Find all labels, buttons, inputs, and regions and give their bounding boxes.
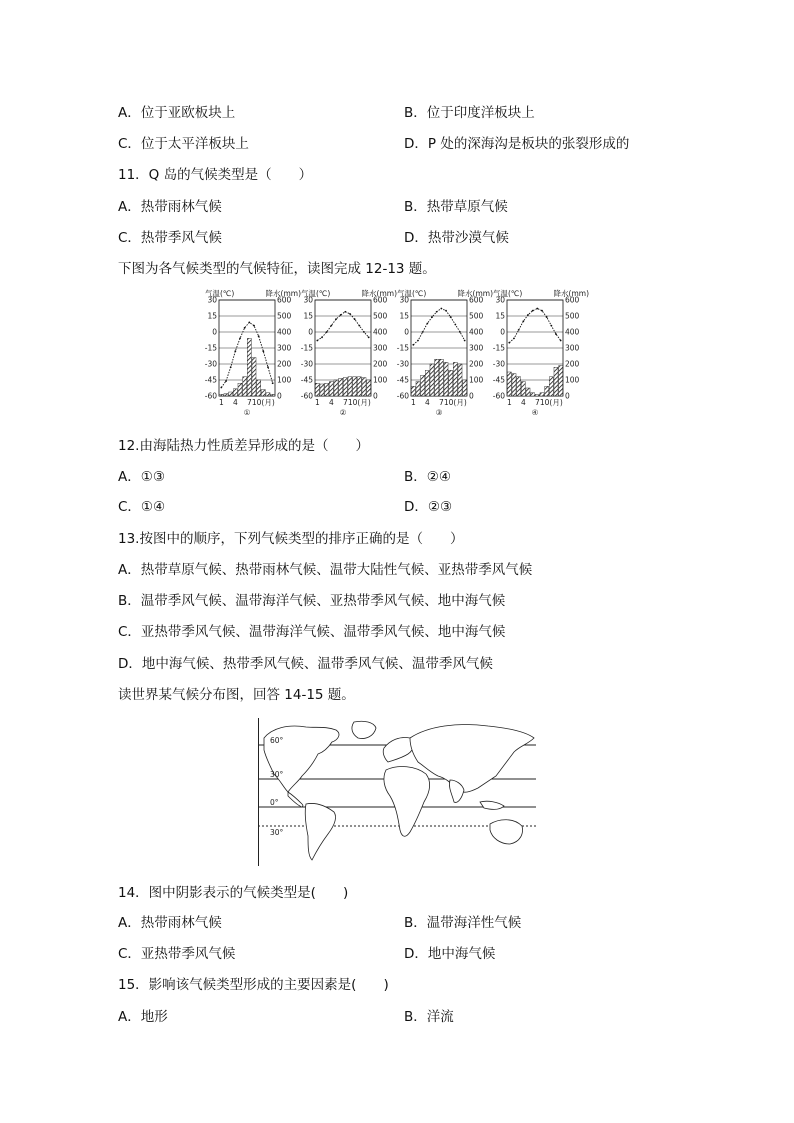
- temperature-point: [541, 310, 543, 312]
- temp-tick-label: 15: [495, 311, 505, 321]
- q11-option-a: A．热带雨林气候: [118, 199, 222, 215]
- precip-bar: [243, 377, 247, 396]
- month-tick-label: 7: [438, 398, 444, 407]
- chart-number-label: ①: [243, 408, 251, 417]
- precip-bar: [463, 380, 467, 396]
- month-tick-label: 1: [314, 398, 320, 407]
- temp-tick-label: -15: [204, 343, 217, 353]
- temperature-point: [508, 342, 510, 344]
- temp-tick-label: -60: [204, 391, 217, 401]
- temperature-point: [522, 320, 524, 322]
- precip-tick-label: 300: [565, 343, 580, 353]
- temperature-point: [532, 310, 534, 312]
- temp-tick-label: -15: [492, 343, 505, 353]
- precip-bar: [535, 394, 539, 396]
- precip-tick-label: 300: [373, 343, 388, 353]
- precip-bar: [271, 394, 275, 396]
- month-tick-label: 10(月): [347, 398, 371, 407]
- precip-tick-label: 500: [277, 311, 292, 321]
- temp-tick-label: 30: [303, 295, 313, 305]
- temperature-point: [417, 340, 419, 342]
- precip-bar: [357, 377, 361, 396]
- world-climate-map: [258, 718, 536, 866]
- precip-tick-label: 0: [469, 391, 474, 401]
- temp-tick-label: 15: [399, 311, 409, 321]
- temp-tick-label: 30: [399, 295, 409, 305]
- precip-tick-label: 600: [373, 295, 388, 305]
- temperature-point: [220, 387, 222, 389]
- temp-tick-label: -30: [300, 359, 313, 369]
- temp-tick-label: 30: [207, 295, 217, 305]
- precip-bar: [449, 370, 453, 396]
- precip-bar: [362, 378, 366, 396]
- temperature-point: [518, 329, 520, 331]
- chart-svg-3: [397, 288, 493, 422]
- temp-tick-label: -60: [492, 391, 505, 401]
- precip-bar: [526, 388, 530, 396]
- temperature-point: [436, 311, 438, 313]
- temperature-point: [426, 323, 428, 325]
- climate-chart-4: [493, 288, 589, 422]
- temperature-point: [258, 335, 260, 337]
- month-tick-label: 4: [232, 398, 238, 407]
- month-tick-label: 10(月): [251, 398, 275, 407]
- climate-charts: [204, 288, 589, 422]
- q12-option-d: D．②③: [404, 499, 453, 515]
- precip-bar: [517, 377, 521, 396]
- q12-option-b: B．②④: [404, 469, 451, 485]
- temperature-point: [560, 340, 562, 342]
- q14-option-b: B．温带海洋性气候: [404, 915, 522, 931]
- precip-bar: [416, 382, 420, 396]
- q14-stem: 14．图中阴影表示的气候类型是( ): [118, 885, 349, 901]
- temperature-point: [450, 316, 452, 318]
- precip-tick-label: 100: [277, 375, 292, 385]
- temp-tick-label: 15: [303, 311, 313, 321]
- precip-tick-label: 500: [565, 311, 580, 321]
- temperature-line: [413, 309, 464, 345]
- q12-option-c: C．①④: [118, 499, 166, 515]
- temperature-point: [326, 331, 328, 333]
- precip-tick-label: 500: [373, 311, 388, 321]
- intro-12-13: 下图为各气候类型的气候特征，读图完成 12-13 题。: [118, 261, 436, 277]
- month-tick-label: 7: [342, 398, 348, 407]
- precip-bar: [257, 380, 261, 396]
- temperature-point: [454, 324, 456, 326]
- chart-svg-4: [493, 288, 589, 422]
- precip-tick-label: 0: [565, 391, 570, 401]
- q14-option-d: D．地中海气候: [404, 946, 496, 962]
- temp-tick-label: -30: [492, 359, 505, 369]
- q11-option-b: B．热带草原气候: [404, 199, 508, 215]
- q13-option-a: A．热带草原气候、热带雨林气候、温带大陆性气候、亚热带季风气候: [118, 562, 533, 578]
- temp-tick-label: 0: [308, 327, 313, 337]
- precip-bar: [521, 382, 525, 396]
- temp-tick-label: -15: [396, 343, 409, 353]
- intro-14-15: 读世界某气候分布图，回答 14-15 题。: [118, 687, 355, 703]
- temperature-point: [262, 350, 264, 352]
- temp-tick-label: 0: [404, 327, 409, 337]
- precip-bar: [507, 372, 511, 396]
- climate-chart-3: [397, 288, 493, 422]
- precip-bar: [339, 378, 343, 396]
- precip-tick-label: 400: [277, 327, 292, 337]
- temp-tick-label: -15: [300, 343, 313, 353]
- precip-bar: [252, 358, 256, 396]
- month-tick-label: 4: [520, 398, 526, 407]
- precip-bar: [315, 383, 319, 396]
- precip-axis-title: 降水(mm): [265, 289, 301, 298]
- month-tick-label: 4: [424, 398, 430, 407]
- precip-bar: [325, 383, 329, 396]
- temperature-point: [272, 382, 274, 384]
- temp-tick-label: -30: [396, 359, 409, 369]
- precip-tick-label: 500: [469, 311, 484, 321]
- precip-axis-title: 降水(mm): [553, 289, 589, 298]
- precip-tick-label: 200: [469, 359, 484, 369]
- precip-tick-label: 400: [469, 327, 484, 337]
- chart-number-label: ④: [531, 408, 539, 417]
- temperature-point: [225, 380, 227, 382]
- temperature-point: [267, 366, 269, 368]
- q10-option-d: D．P 处的深海沟是板块的张裂形成的: [404, 136, 630, 152]
- precip-tick-label: 600: [565, 295, 580, 305]
- climate-chart-2: [301, 288, 397, 422]
- chart-svg-2: [301, 288, 397, 422]
- q12-stem: 12.由海陆热力性质差异形成的是（ ）: [118, 438, 369, 454]
- precip-bar: [549, 377, 553, 396]
- lat-label-30: 30°: [270, 770, 284, 779]
- precip-bar: [229, 392, 233, 396]
- precip-bar: [266, 393, 270, 396]
- precip-bar: [559, 366, 563, 396]
- chart-svg-1: [205, 288, 301, 422]
- precip-bar: [320, 384, 324, 396]
- q11-stem: 11．Q 岛的气候类型是（ ）: [118, 167, 313, 183]
- precip-bar: [238, 383, 242, 396]
- temperature-point: [555, 333, 557, 335]
- temperature-point: [546, 316, 548, 318]
- temperature-point: [368, 336, 370, 338]
- precip-bar: [367, 380, 371, 396]
- precip-bar: [334, 380, 338, 396]
- month-tick-label: 1: [410, 398, 416, 407]
- temperature-point: [445, 310, 447, 312]
- temp-tick-label: -45: [300, 375, 313, 385]
- precip-bar: [353, 377, 357, 396]
- month-tick-label: 7: [246, 398, 252, 407]
- q10-option-a: A．位于亚欧板块上: [118, 105, 236, 121]
- temp-tick-label: -45: [396, 375, 409, 385]
- lat-label-s30: 30°: [270, 828, 284, 837]
- precip-bar: [435, 359, 439, 396]
- temperature-point: [253, 325, 255, 327]
- temp-axis-title: 气温(℃): [205, 289, 235, 298]
- temperature-point: [330, 325, 332, 327]
- temperature-point: [536, 308, 538, 310]
- q15-option-b: B．洋流: [404, 1009, 454, 1025]
- precip-tick-label: 200: [277, 359, 292, 369]
- temp-tick-label: 15: [207, 311, 217, 321]
- temp-tick-label: -30: [204, 359, 217, 369]
- q13-option-b: B．温带季风气候、温带海洋气候、亚热带季风气候、地中海气候: [118, 593, 506, 609]
- precip-bar: [531, 393, 535, 396]
- precip-tick-label: 0: [373, 391, 378, 401]
- precip-tick-label: 400: [373, 327, 388, 337]
- precip-bar: [348, 377, 352, 396]
- precip-bar: [545, 386, 549, 396]
- temperature-point: [248, 322, 250, 324]
- temperature-point: [230, 366, 232, 368]
- lat-label-0: 0°: [270, 798, 279, 807]
- temperature-point: [464, 340, 466, 342]
- precip-bar: [224, 394, 228, 396]
- temp-tick-label: -45: [492, 375, 505, 385]
- chart-number-label: ③: [435, 408, 443, 417]
- temperature-point: [349, 313, 351, 315]
- temperature-point: [422, 331, 424, 333]
- precip-tick-label: 300: [277, 343, 292, 353]
- precip-bar: [421, 375, 425, 396]
- precip-bar: [439, 359, 443, 396]
- temp-tick-label: -60: [300, 391, 313, 401]
- month-tick-label: 10(月): [443, 398, 467, 407]
- precip-bar: [343, 378, 347, 396]
- q15-option-a: A．地形: [118, 1009, 168, 1025]
- temperature-point: [344, 311, 346, 313]
- precip-axis-title: 降水(mm): [457, 289, 493, 298]
- precip-bar: [430, 364, 434, 396]
- precip-bar: [261, 390, 265, 396]
- temperature-point: [527, 314, 529, 316]
- temperature-point: [459, 331, 461, 333]
- temp-axis-title: 气温(℃): [397, 289, 427, 298]
- precip-bar: [219, 394, 223, 396]
- q15-stem: 15．影响该气候类型形成的主要因素是( ): [118, 977, 389, 993]
- temperature-point: [358, 325, 360, 327]
- temperature-point: [431, 316, 433, 318]
- world-map-svg: [258, 718, 536, 866]
- precip-tick-label: 600: [469, 295, 484, 305]
- temp-tick-label: 0: [212, 327, 217, 337]
- temperature-point: [340, 314, 342, 316]
- q13-option-d: D．地中海气候、热带季风气候、温带季风气候、温带季风气候: [118, 656, 493, 672]
- climate-chart-1: [205, 288, 301, 422]
- precip-bar: [411, 386, 415, 396]
- q13-stem: 13.按图中的顺序，下列气候类型的排序正确的是（ ）: [118, 531, 464, 547]
- precip-bar: [247, 338, 251, 396]
- precip-bar: [425, 370, 429, 396]
- chart-number-label: ②: [339, 408, 347, 417]
- precip-bar: [554, 367, 558, 396]
- precip-axis-title: 降水(mm): [361, 289, 397, 298]
- temperature-point: [244, 327, 246, 329]
- precip-tick-label: 200: [565, 359, 580, 369]
- temperature-point: [363, 331, 365, 333]
- temp-axis-title: 气温(℃): [493, 289, 523, 298]
- temp-tick-label: -60: [396, 391, 409, 401]
- temperature-line: [509, 309, 560, 343]
- precip-tick-label: 300: [469, 343, 484, 353]
- precip-bar: [540, 393, 544, 396]
- precip-bar: [458, 364, 462, 396]
- precip-tick-label: 100: [469, 375, 484, 385]
- temperature-point: [239, 338, 241, 340]
- q14-option-c: C．亚热带季风气候: [118, 946, 236, 962]
- month-tick-label: 1: [506, 398, 512, 407]
- q12-option-a: A．①③: [118, 469, 165, 485]
- temperature-point: [335, 318, 337, 320]
- temperature-point: [234, 350, 236, 352]
- precip-bar: [329, 382, 333, 396]
- month-tick-label: 1: [218, 398, 224, 407]
- temperature-point: [550, 325, 552, 327]
- q13-option-c: C．亚热带季风气候、温带海洋气候、温带季风气候、地中海气候: [118, 624, 506, 640]
- precip-tick-label: 0: [277, 391, 282, 401]
- q10-option-c: C．位于太平洋板块上: [118, 136, 249, 152]
- precip-tick-label: 100: [565, 375, 580, 385]
- precip-tick-label: 400: [565, 327, 580, 337]
- q11-option-c: C．热带季风气候: [118, 230, 222, 246]
- lat-label-60: 60°: [270, 736, 284, 745]
- month-tick-label: 10(月): [539, 398, 563, 407]
- temperature-point: [354, 318, 356, 320]
- precip-bar: [512, 374, 516, 396]
- precip-tick-label: 600: [277, 295, 292, 305]
- temperature-point: [440, 308, 442, 310]
- precip-bar: [444, 362, 448, 396]
- q10-option-b: B．位于印度洋板块上: [404, 105, 535, 121]
- month-tick-label: 4: [328, 398, 334, 407]
- precip-tick-label: 200: [373, 359, 388, 369]
- q14-option-a: A．热带雨林气候: [118, 915, 222, 931]
- q11-option-d: D．热带沙漠气候: [404, 230, 509, 246]
- temp-tick-label: 0: [500, 327, 505, 337]
- precip-bar: [453, 362, 457, 396]
- temp-axis-title: 气温(℃): [301, 289, 331, 298]
- precip-tick-label: 100: [373, 375, 388, 385]
- temperature-point: [513, 338, 515, 340]
- temp-tick-label: -45: [204, 375, 217, 385]
- temp-tick-label: 30: [495, 295, 505, 305]
- temperature-point: [412, 344, 414, 346]
- precip-bar: [233, 389, 237, 396]
- temperature-point: [316, 340, 318, 342]
- temperature-point: [321, 336, 323, 338]
- month-tick-label: 7: [534, 398, 540, 407]
